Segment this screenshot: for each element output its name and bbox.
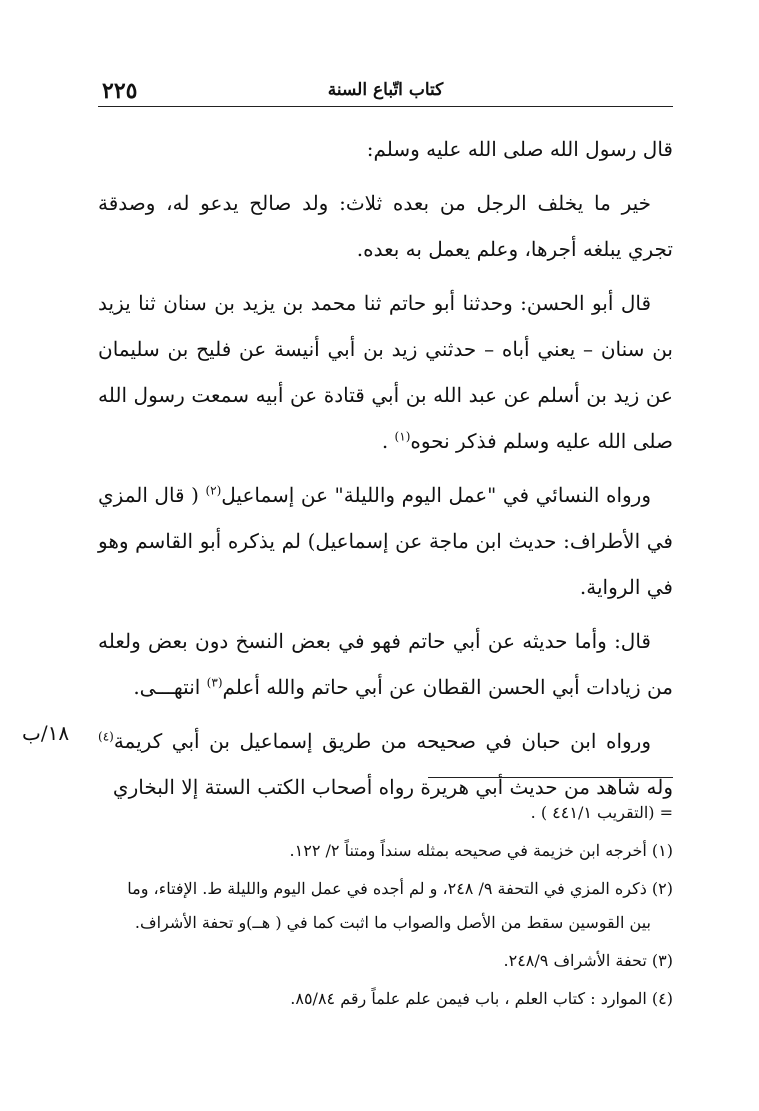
footnote-continuation: = (التقريب ٤٤١/١ ) . bbox=[530, 803, 673, 822]
footnote-ref-3: (٣) bbox=[206, 675, 223, 690]
manuscript-folio-note: ١٨/ب bbox=[22, 721, 70, 745]
footnote-2-line-2: بين القوسين سقط من الأصل والصواب ما اثبت كما في ( هــ)و تحفة الأشراف. bbox=[134, 913, 651, 932]
paragraph-5-text-b: انتهـــى. bbox=[133, 675, 207, 699]
header-rule bbox=[98, 106, 673, 107]
paragraph-3-text: قال أبو الحسن: وحدثنا أبو حاتم ثنا محمد بن يزيد بن سنان ثنا يزيد بن سنان – يعني أباه – حدثني زيد بن أبي أنيسة عن فليح بن سليمان عن زيد بن أسلم عن عبد الله بن أبي قتادة عن أبيه سمعت رسول الله صلى الله عليه وسلم فذكر نحوه bbox=[98, 291, 673, 453]
footnote-2-line-1: (٢) ذكره المزي في التحفة ٩/ ٢٤٨، و لم أجده في عمل اليوم والليلة ط. الإفتاء، وما bbox=[127, 879, 673, 898]
paragraph-4-text-a: ورواه النسائي في "عمل اليوم والليلة" عن إسماعيل bbox=[221, 483, 652, 507]
paragraph-5-text-a: قال: وأما حديثه عن أبي حاتم فهو في بعض النسخ دون بعض ولعله من زيادات أبي الحسن القطان عن أبي حاتم والله أعلم bbox=[98, 629, 673, 699]
running-header bbox=[98, 78, 673, 106]
body-text bbox=[98, 126, 673, 818]
paragraph-6-text-a: ورواه ابن حبان في صحيحه من طريق إسماعيل بن أبي كريمة bbox=[113, 729, 651, 753]
paragraph-4-text-b: ( قال المزي في الأطراف: حديث ابن ماجة عن إسماعيل) لم يذكره أبو القاسم وهو في الرواية. bbox=[98, 483, 673, 599]
footnote-4: (٤) الموارد : كتاب العلم ، باب فيمن علم علماً رقم ٨٥/٨٤. bbox=[290, 989, 673, 1008]
paragraph-2: خير ما يخلف الرجل من بعده ثلاث: ولد صالح يدعو له، وصدقة تجري يبلغه أجرها، وعلم يعمل به بعده. bbox=[98, 191, 673, 261]
page-number: ٢٢٥ bbox=[102, 78, 138, 104]
paragraph-3-end: . bbox=[381, 429, 395, 453]
paragraph-5 bbox=[98, 618, 673, 710]
footnote-2 bbox=[98, 872, 673, 940]
footnote-1: (١) أخرجه ابن خزيمة في صحيحه بمثله سنداً ومتناً ٢/ ١٢٢. bbox=[289, 841, 673, 860]
footnote-rule bbox=[428, 777, 673, 778]
footnote-3: (٣) تحفة الأشراف ٢٤٨/٩. bbox=[503, 951, 673, 970]
paragraph-6-text-b: وله شاهد من حديث أبي هريرة رواه أصحاب الكتب الستة إلا البخاري bbox=[112, 775, 673, 799]
footnote-ref-1: (١) bbox=[394, 429, 411, 444]
running-title: كتاب اتّباع السنة bbox=[327, 80, 444, 100]
paragraph-3 bbox=[98, 280, 673, 464]
paragraph-1: قال رسول الله صلى الله عليه وسلم: bbox=[366, 137, 673, 161]
paragraph-4 bbox=[98, 472, 673, 610]
footnote-ref-4: (٤) bbox=[98, 729, 114, 744]
footnotes bbox=[98, 796, 673, 1020]
footnote-ref-2: (٢) bbox=[205, 483, 222, 498]
